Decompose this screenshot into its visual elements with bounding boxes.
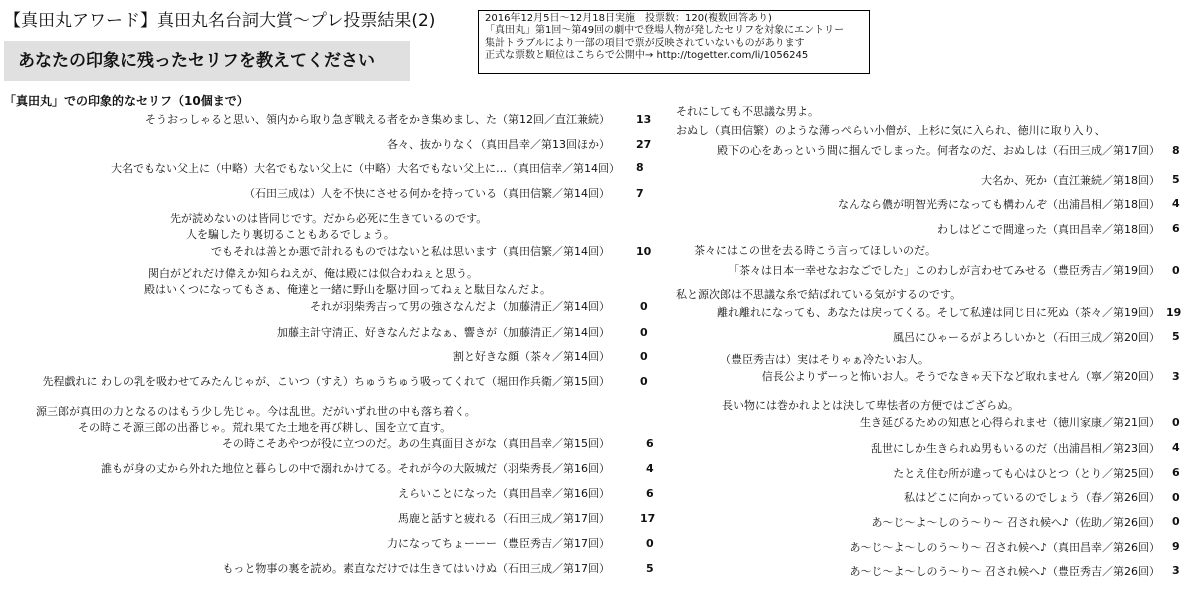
vote-count: 17 — [640, 512, 656, 525]
vote-count: 0 — [646, 537, 654, 550]
quote-line: 「茶々は日本一幸せなおなごでした」このわしが言わせてみせる（豊臣秀吉／第19回） — [728, 264, 1160, 277]
quote-entry: 力になってちょーーー（豊臣秀吉／第17回） — [387, 537, 610, 550]
quote-line: 信長公よりずーっと怖いお人。そうでなきゃ天下など取れません（寧／第20回） — [761, 370, 1160, 383]
quote-line: それにしても不思議な男よ。 — [676, 105, 819, 118]
info-line: 集計トラブルにより一部の項目で票が反映されていないものがあります — [485, 37, 805, 49]
quote-line: 殿下の心をあっという間に掴んでしまった。何者なのだ、おぬしは（石田三成／第17回） — [717, 144, 1160, 157]
vote-count: 7 — [636, 187, 644, 200]
vote-count: 8 — [636, 161, 644, 174]
quote-line: 関白がどれだけ偉えか知らねえが、俺は殿には似合わねぇと思う。 — [148, 267, 478, 280]
quote-line: 長い物には巻かれよとは決して卑怯者の方便ではござらぬ。 — [722, 399, 1019, 412]
quote-entry: あ〜じ〜よ〜しのう〜り〜 召され候へ♪（佐助／第26回） — [871, 516, 1160, 529]
vote-count: 0 — [1172, 515, 1180, 528]
vote-count: 6 — [1172, 466, 1180, 479]
question-banner: あなたの印象に残ったセリフを教えてください — [4, 41, 410, 81]
quote-entry: もっと物事の裏を読め。素直なだけでは生きてはいけぬ（石田三成／第17回） — [222, 562, 610, 575]
quote-line: その時こそ源三郎の出番じゃ。荒れ果てた土地を再び耕し、国を立て直す。 — [78, 421, 452, 434]
info-line: 2016年12月5日〜12月18日実施 投票数：120(複数回答あり) — [485, 13, 772, 24]
quote-entry: わしはどこで間違った（真田昌幸／第18回） — [937, 223, 1160, 236]
quote-entry: 先程戯れに わしの乳を吸わせてみたんじゃが、こいつ（すえ）ちゅうちゅう吸ってくれて（堀田作兵衛／第15回） — [42, 375, 610, 388]
quote-line: それが羽柴秀吉って男の強さなんだよ（加藤清正／第14回） — [310, 300, 610, 313]
quote-entry: たとえ住む所が違っても心はひとつ（とり／第25回） — [893, 467, 1160, 480]
info-line: 正式な票数と順位はこちらで公開中→ http://togetter.com/li/1056245 — [485, 50, 809, 62]
quote-line: 人を騙したり裏切ることもあるでしょう。 — [186, 228, 395, 241]
quote-entry: えらいことになった（真田昌幸／第16回） — [398, 487, 610, 500]
vote-count: 13 — [636, 113, 652, 126]
vote-count: 0 — [1172, 264, 1180, 277]
quote-entry: そうおっしゃると思い、領内から取り急ぎ戦える者をかき集めまし、た（第12回／直江兼続） — [145, 113, 610, 126]
vote-count: 27 — [636, 138, 652, 151]
vote-count: 6 — [646, 487, 654, 500]
vote-count: 5 — [1172, 173, 1180, 186]
vote-count: 0 — [1172, 416, 1180, 429]
vote-count: 0 — [640, 326, 648, 339]
quote-line: 離れ離れになっても、あなたは戻ってくる。そして私達は同じ日に死ぬ（茶々／第19回） — [717, 306, 1160, 319]
vote-count: 0 — [640, 375, 648, 388]
page-title: 【真田丸アワード】真田丸名台詞大賞〜プレ投票結果(2) — [4, 11, 436, 31]
quote-entry: 馬鹿と話すと疲れる（石田三成／第17回） — [398, 512, 610, 525]
info-line: 「真田丸」第1回〜第49回の劇中で登場人物が発したセリフを対象にエントリー — [485, 25, 845, 37]
quote-entry: なんなら儂が明智光秀になっても構わんぞ（出浦昌相／第18回） — [838, 198, 1160, 211]
vote-count: 0 — [1172, 491, 1180, 504]
vote-count: 5 — [1172, 330, 1180, 343]
quote-line: 源三郎が真田の力となるのはもう少し先じゃ。今は乱世。だがいずれ世の中も落ち着く。 — [36, 405, 476, 418]
vote-count: 0 — [640, 300, 648, 313]
quote-entry: 割と好きな顔（茶々／第14回） — [453, 350, 610, 363]
quote-line: でもそれは善とか悪で計れるものではないと私は思います（真田信繁／第14回） — [211, 245, 610, 258]
quote-entry: 私はどこに向かっているのでしょう（春／第26回） — [904, 491, 1160, 504]
quote-entry: 大名か、死か（直江兼続／第18回） — [981, 174, 1160, 187]
vote-count: 9 — [1172, 540, 1180, 553]
quote-line: 殿はいくつになってもさぁ、俺達と一緒に野山を駆け回ってねぇと駄目なんだよ。 — [144, 283, 551, 296]
vote-count: 8 — [1172, 144, 1180, 157]
quote-line: 生き延びるための知恵と心得られませ（徳川家康／第21回） — [860, 416, 1160, 429]
quote-entry: 乱世にしか生きられぬ男もいるのだ（出浦昌相／第23回） — [871, 442, 1160, 455]
quote-entry: あ〜じ〜よ〜しのう〜り〜 召され候へ♪（真田昌幸／第26回） — [849, 541, 1160, 554]
quote-entry: （石田三成は）人を不快にさせる何かを持っている（真田信繁／第14回） — [244, 187, 610, 200]
survey-info-box — [478, 10, 870, 74]
vote-count: 4 — [1172, 441, 1180, 454]
vote-count: 3 — [1172, 564, 1180, 577]
quote-line: 茶々にはこの世を去る時こう言ってほしいのだ。 — [694, 244, 936, 257]
section-label: 「真田丸」での印象的なセリフ（10個まで） — [4, 94, 249, 108]
quote-entry: 誰もが身の丈から外れた地位と暮らしの中で溺れかけてる。それが今の大阪城だ（羽柴秀長／第16回） — [101, 462, 610, 475]
quote-entry: 大名でもない父上に（中略）大名でもない父上に（中略）大名でもない父上に…（真田信幸／第14回） — [111, 162, 620, 175]
vote-count: 10 — [636, 245, 652, 258]
quote-entry: 風呂にひゃーるがよろしいかと（石田三成／第20回） — [893, 331, 1160, 344]
quote-entry: あ〜じ〜よ〜しのう〜り〜 召され候へ♪（豊臣秀吉／第26回） — [849, 565, 1160, 578]
quote-line: 先が読めないのは皆同じです。だから必死に生きているのです。 — [170, 212, 488, 225]
vote-count: 4 — [646, 462, 654, 475]
vote-count: 4 — [1172, 197, 1180, 210]
vote-count: 5 — [646, 562, 654, 575]
vote-count: 6 — [1172, 222, 1180, 235]
vote-count: 6 — [646, 437, 654, 450]
quote-entry: 加藤主計守清正、好きなんだよなぁ、響きが（加藤清正／第14回） — [277, 326, 610, 339]
quote-line: その時こそあやつが役に立つのだ。あの生真面目さがな（真田昌幸／第15回） — [222, 437, 610, 450]
quote-line: おぬし（真田信繁）のような薄っぺらい小僧が、上杉に気に入られ、徳川に取り入り、 — [676, 124, 1106, 137]
vote-count: 0 — [640, 350, 648, 363]
quote-line: （豊臣秀吉は）実はそりゃぁ冷たいお人。 — [720, 353, 929, 366]
vote-count: 19 — [1166, 306, 1182, 319]
quote-entry: 各々、抜かりなく（真田昌幸／第13回ほか） — [387, 138, 610, 151]
quote-line: 私と源次郎は不思議な糸で結ばれている気がするのです。 — [676, 288, 962, 301]
vote-count: 3 — [1172, 370, 1180, 383]
